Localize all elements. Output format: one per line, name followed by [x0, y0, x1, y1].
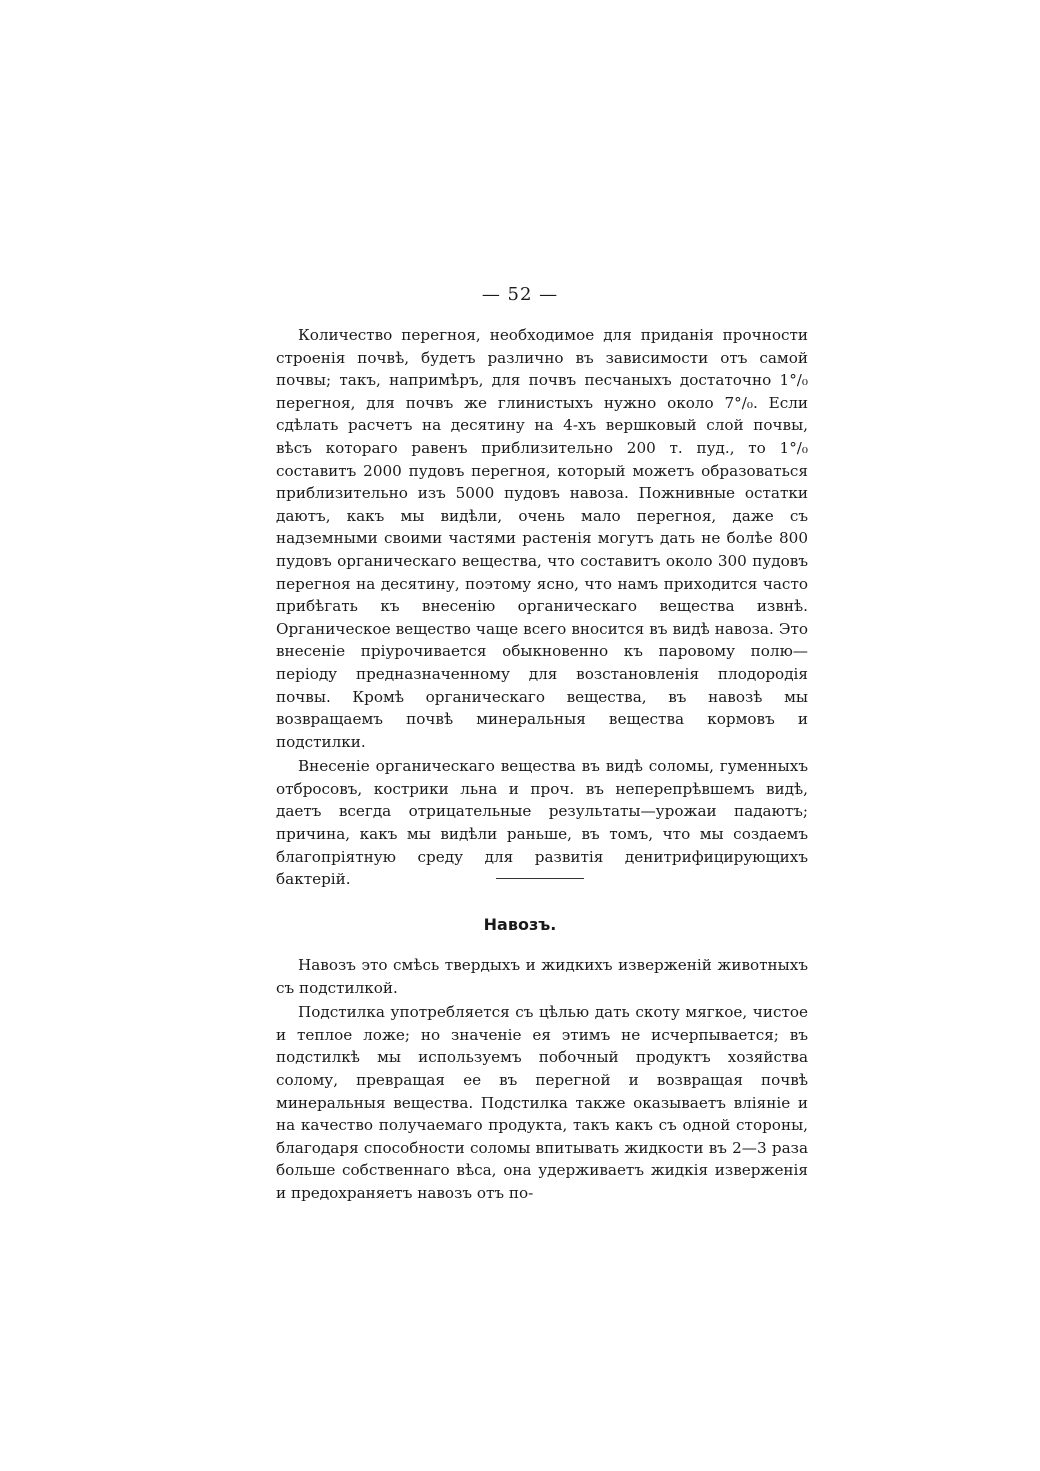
body-text-top — [276, 324, 808, 891]
section-heading: Навозъ. — [483, 915, 557, 934]
paragraph-humus-quantity: Количество перегноя, необходимое для приданія прочности строенія почвѣ, будетъ различно въ зависимости отъ самой почвы; такъ, напримѣръ, для почвъ песчаныхъ достаточно 1°/₀ перегноя, для почвъ же глинистыхъ нужно около 7°/₀. Если сдѣлать расчетъ на десятину на 4-хъ вершковый слой почвы, вѣсъ котораго равенъ приблизительно 200 т. пуд., то 1°/₀ составитъ 2000 пудовъ перегноя, который можетъ образоваться приблизительно изъ 5000 пудовъ навоза. Пожнивные остатки даютъ, какъ мы видѣли, очень мало перегноя, даже съ надземными своими частями растенія могутъ дать не болѣе 800 пудовъ органическаго вещества, что составитъ около 300 пудовъ перегноя на десятину, поэтому ясно, что намъ приходится часто прибѣгать къ внесенію органическаго вещества извнѣ. Органическое вещество чаще всего вносится въ видѣ навоза. Это внесеніе пріурочивается обыкновенно къ паровому полю—періоду предназначенному для возстановленія плодородія почвы. Кромѣ органическаго вещества, въ навозѣ мы возвращаемъ почвѣ минеральныя вещества кормовъ и подстилки. — [276, 326, 808, 751]
page-number: — 52 — — [481, 284, 559, 305]
section-divider — [496, 878, 584, 879]
paragraph-manure-definition: Навозъ это смѣсь твердыхъ и жидкихъ изверженій животныхъ съ подстилкой. — [276, 956, 808, 997]
paragraph-organic-matter-application: Внесеніе органическаго вещества въ видѣ соломы, гуменныхъ отбросовъ, кострики льна и проч. въ неперепрѣвшемъ видѣ, даетъ всегда отрицательные результаты—урожаи падаютъ; причина, какъ мы видѣли раньше, въ томъ, что мы создаемъ благопріятную среду для развитія денитрифицирующихъ бактерій. — [276, 757, 808, 889]
body-text-bottom — [276, 954, 808, 1205]
paragraph-bedding-purpose: Подстилка употребляется съ цѣлью дать скоту мягкое, чистое и теплое ложе; но значеніе ея этимъ не исчерпывается; въ подстилкѣ мы используемъ побочный продуктъ хозяйства солому, превращая ее въ перегной и возвращая почвѣ минеральныя вещества. Подстилка также оказываетъ вліяніе и на качество получаемаго продукта, такъ какъ съ одной стороны, благодаря способности соломы впитывать жидкости въ 2—3 раза больше собственнаго вѣса, она удерживаетъ жидкія изверженія и предохраняетъ навозъ отъ по- — [276, 1003, 808, 1202]
